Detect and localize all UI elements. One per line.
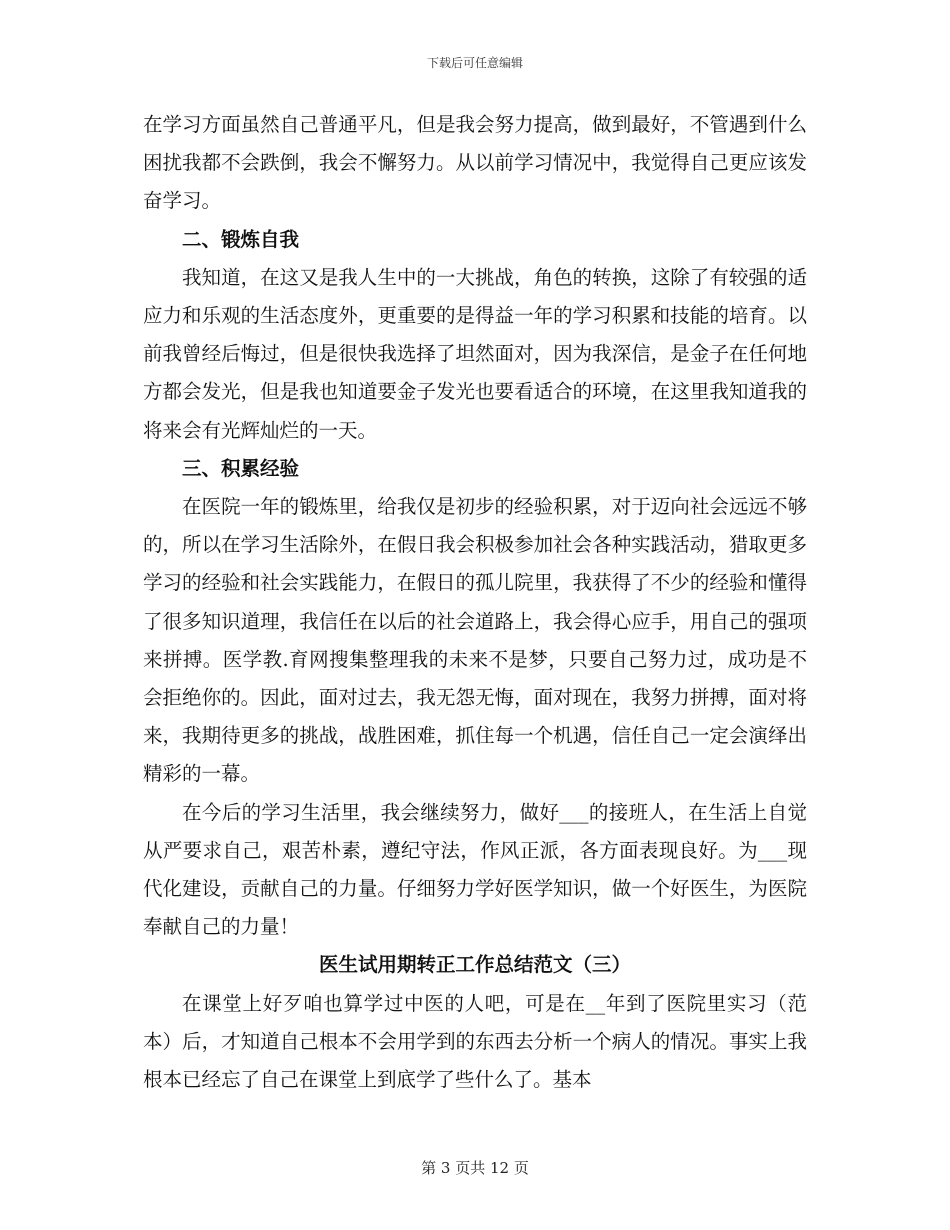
section-heading: 二、锻炼自我 [182,227,300,251]
section-heading: 三、积累经验 [182,456,300,480]
paragraph: 在今后的学习生活里，我会继续努力，做好___的接班人，在生活上自觉从严要求自己，艰苦朴素，遵纪守法，作风正派，各方面表现良好。为___现代化建设，贡献自己的力量。仔细努力学好医学知识，做一个好医生，为医院奉献自己的力量！ [143,800,807,939]
page-header: 下载后可任意编辑 [426,56,523,70]
paragraph: 在课堂上好歹咱也算学过中医的人吧，可是在__年到了医院里实习（范本）后，才知道自己根本不会用学到的东西去分析一个病人的情况。事实上我根本已经忘了自己在课堂上到底学了些什么了。基本 [143,991,807,1092]
paragraph: 在医院一年的锻炼里，给我仅是初步的经验积累，对于迈向社会远远不够的，所以在学习生活除外，在假日我会积极参加社会各种实践活动，猎取更多学习的经验和社会实践能力，在假日的孤儿院里，我获得了不少的经验和懂得了很多知识道理，我信任在以后的社会道路上，我会得心应手，用自己的强项来拼搏。医学教.育网搜集整理我的未来不是梦，只要自己努力过，成功是不会拒绝你的。因此，面对过去，我无怨无悔，面对现在，我努力拼搏，面对将来，我期待更多的挑战，战胜困难，抓住每一个机遇，信任自己一定会演绎出精彩的一幕。 [143,495,807,786]
page-footer: 第 3 页共 12 页 [421,1159,529,1177]
paragraph: 我知道，在这又是我人生中的一大挑战，角色的转换，这除了有较强的适应力和乐观的生活态度外，更重要的是得益一年的学习积累和技能的培育。以前我曾经后悔过，但是很快我选择了坦然面对，因为我深信，是金子在任何地方都会发光，但是我也知道要金子发光也要看适合的环境，在这里我知道我的将来会有光辉灿烂的一天。 [143,265,807,442]
paragraph: 在学习方面虽然自己普通平凡，但是我会努力提高，做到最好，不管遇到什么困扰我都不会跌倒，我会不懈努力。从以前学习情况中，我觉得自己更应该发奋学习。 [143,113,807,213]
document-title: 医生试用期转正工作总结范文（三） [318,953,631,977]
document-body [143,106,807,1099]
